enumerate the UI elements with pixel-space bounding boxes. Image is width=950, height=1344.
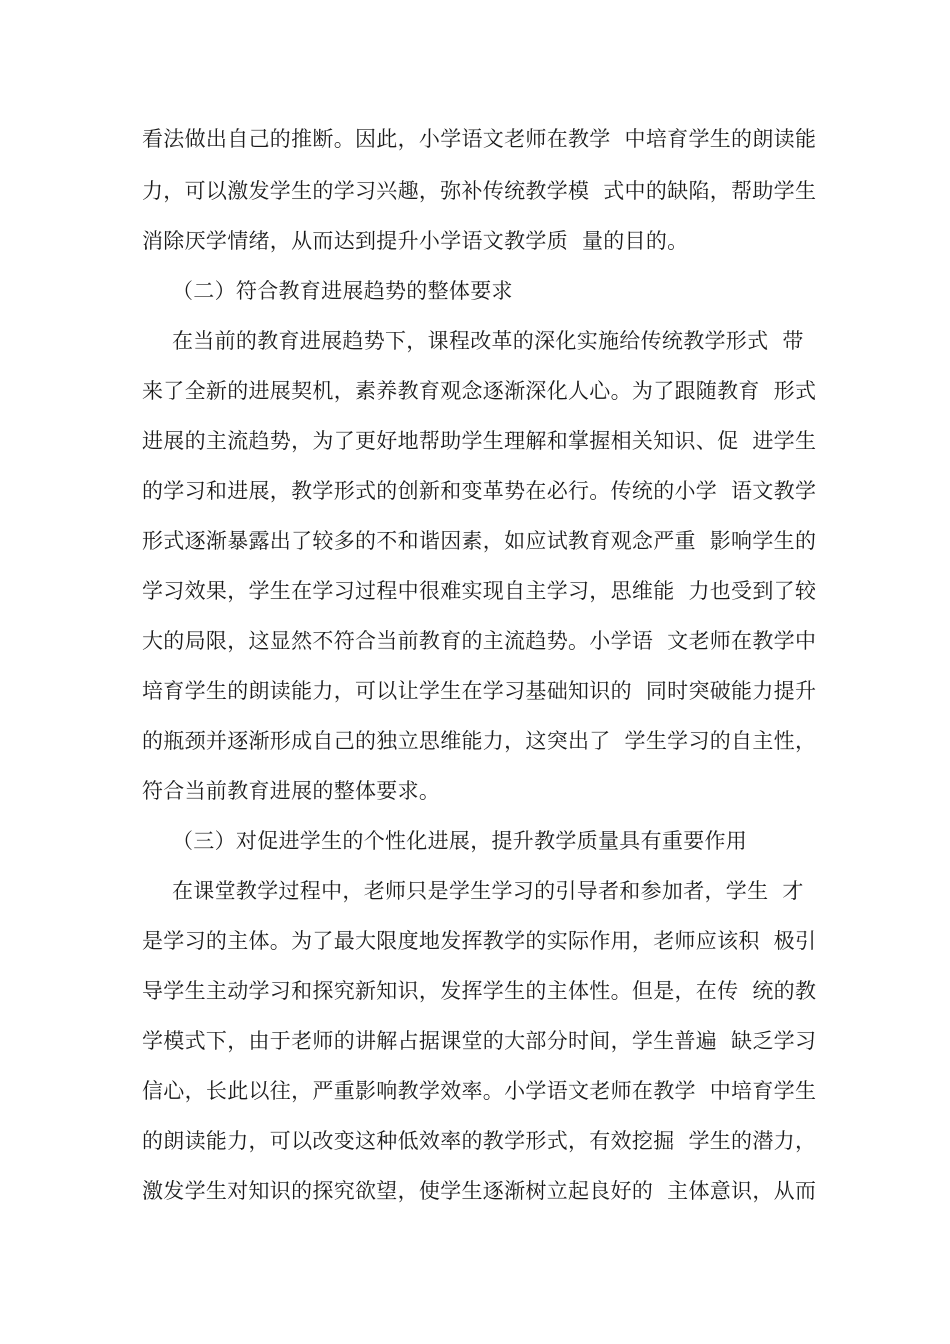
paragraph-line: 看法做出自己的推断。因此，小学语文老师在教学 中培育学生的朗读能 [142, 127, 817, 151]
paragraph-line: 大的局限，这显然不符合当前教育的主流趋势。小学语 文老师在教学中 [142, 629, 817, 653]
paragraph-line: 是学习的主体。为了最大限度地发挥教学的实际作用，老师应该积 极引 [142, 929, 817, 953]
paragraph-line: 消除厌学情绪，从而达到提升小学语文教学质 量的目的。 [142, 229, 689, 253]
paragraph-line: 在课堂教学过程中，老师只是学生学习的引导者和参加者，学生 才 [172, 879, 804, 903]
paragraph-line: 力，可以激发学生的学习兴趣，弥补传统教学模 式中的缺陷，帮助学生 [142, 179, 817, 203]
paragraph-line: 信心，长此以往，严重影响教学效率。小学语文老师在教学 中培育学生 [142, 1079, 817, 1103]
paragraph-line: 学习效果，学生在学习过程中很难实现自主学习，思维能 力也受到了较 [142, 579, 817, 603]
paragraph-line: 来了全新的进展契机，素养教育观念逐渐深化人心。为了跟随教育 形式 [142, 379, 817, 403]
paragraph-line: 培育学生的朗读能力，可以让学生在学习基础知识的 同时突破能力提升 [142, 679, 817, 703]
paragraph-line: 的朗读能力，可以改变这种低效率的教学形式，有效挖掘 学生的潜力， [142, 1129, 817, 1153]
section-heading: （二）符合教育进展趋势的整体要求 [172, 279, 513, 303]
paragraph-line: 形式逐渐暴露出了较多的不和谐因素，如应试教育观念严重 影响学生的 [142, 529, 817, 553]
paragraph-line: 在当前的教育进展趋势下，课程改革的深化实施给传统教学形式 带 [172, 329, 804, 353]
paragraph-line: 的瓶颈并逐渐形成自己的独立思维能力，这突出了 学生学习的自主性， [142, 729, 817, 753]
paragraph-line: 学模式下，由于老师的讲解占据课堂的大部分时间，学生普遍 缺乏学习 [142, 1029, 817, 1053]
paragraph-line: 符合当前教育进展的整体要求。 [142, 779, 441, 803]
paragraph-line: 导学生主动学习和探究新知识，发挥学生的主体性。但是，在传 统的教 [142, 979, 817, 1003]
section-heading: （三）对促进学生的个性化进展，提升教学质量具有重要作用 [172, 829, 748, 853]
paragraph-line: 的学习和进展，教学形式的创新和变革势在必行。传统的小学 语文教学 [142, 479, 817, 503]
paragraph-line: 进展的主流趋势，为了更好地帮助学生理解和掌握相关知识、促 进学生 [142, 429, 817, 453]
paragraph-line: 激发学生对知识的探究欲望，使学生逐渐树立起良好的 主体意识，从而 [142, 1179, 817, 1203]
